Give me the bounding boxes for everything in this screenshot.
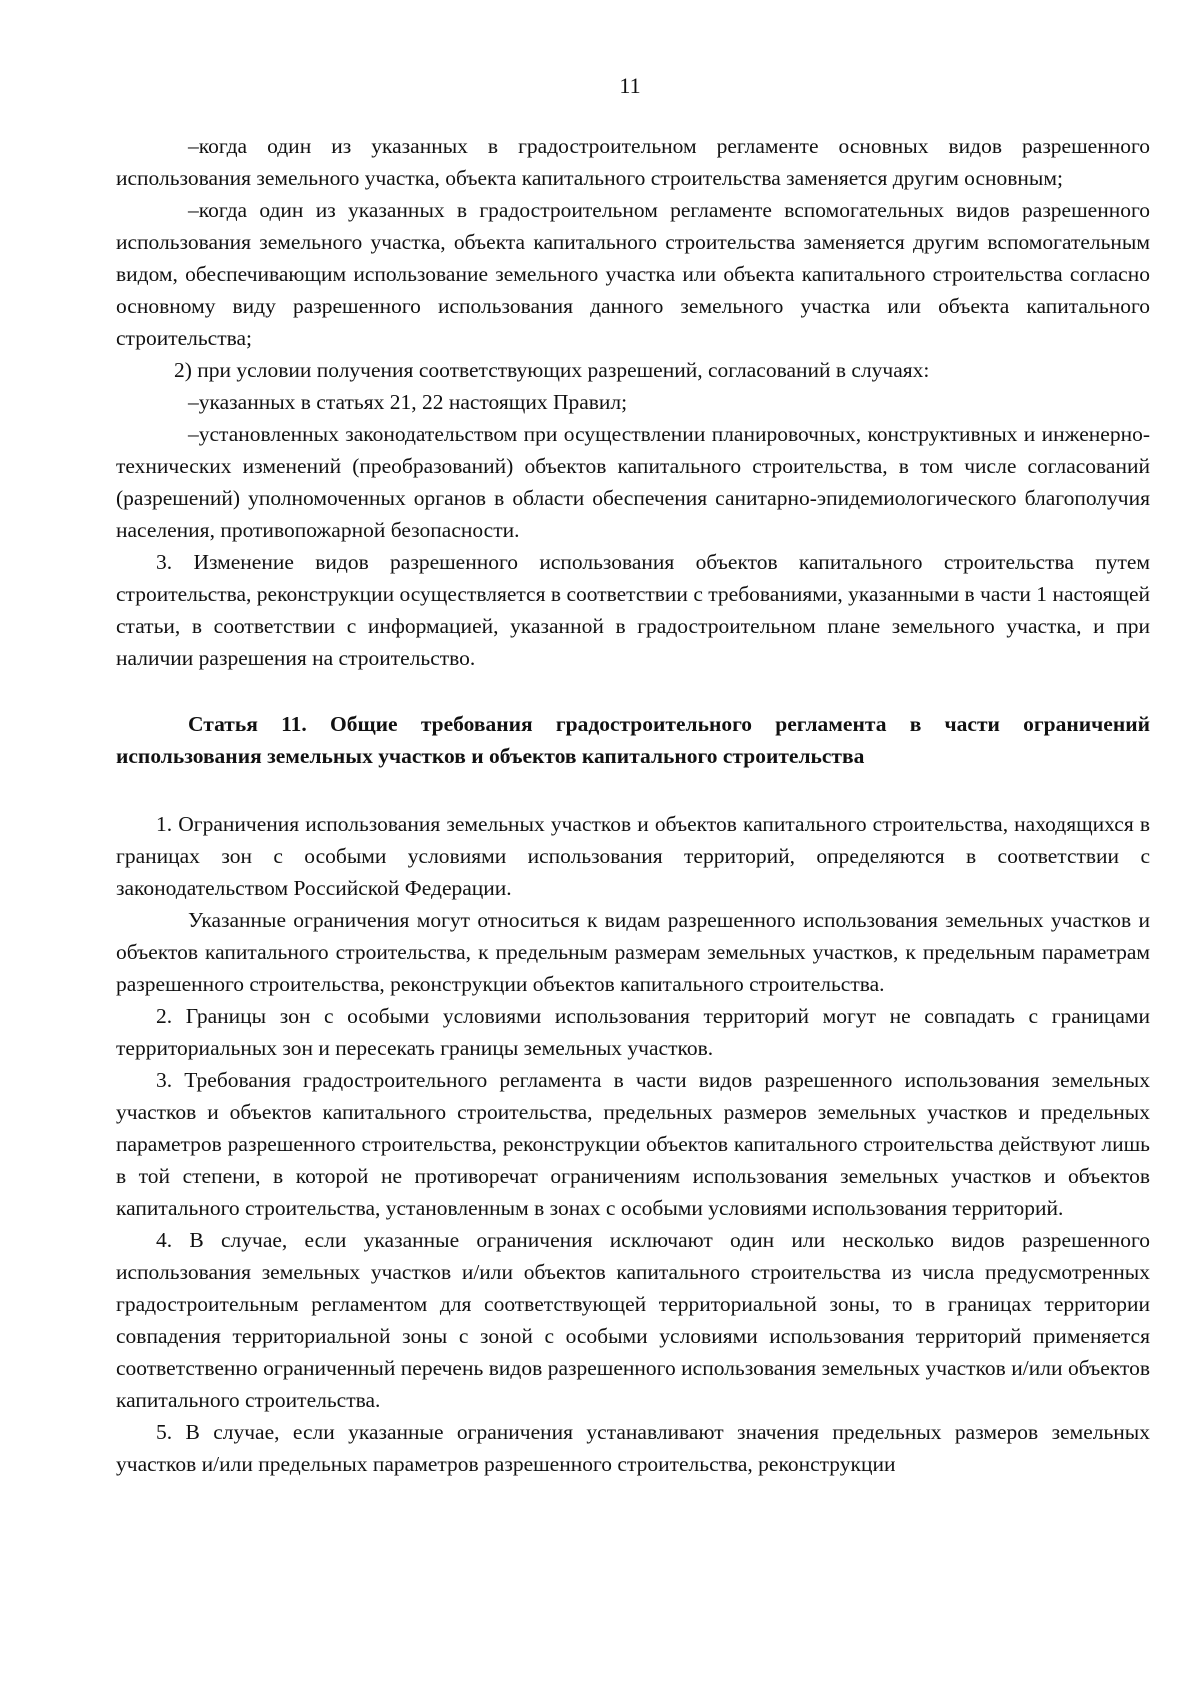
paragraph-item-2: 2) при условии получения соответствующих разрешений, согласований в случаях: [174,358,930,382]
paragraph-dash-articles: –указанных в статьях 21, 22 настоящих Правил; [188,390,628,414]
paragraph-dash-legislation: –установленных законодательством при осуществлении планировочных, конструктивных и инженерно-технических изменений (преобразований) объектов капитального строительства, в том числе согласований (разрешений) уполномоченных органов в области обеспечения санитарно-эпидемиологического благополучия населения, противопожарной безопасности. [116,422,1150,542]
paragraph-dash-auxiliary-types: –когда один из указанных в градостроительном регламенте вспомогательных видов разрешенного использования земельного участка, объекта капитального строительства заменяется другим вспомогательным видом, обеспечивающим использование земельного участка или объекта капитального строительства согласно основному виду разрешенного использования данного земельного участка или объекта капитального строительства; [116,198,1150,350]
paragraph-article-item-1: 1. Ограничения использования земельных участков и объектов капитального строительства, находящихся в границах зон с особыми условиями использования территорий, определяются в соответствии с законодательством Российской Федерации. [116,812,1150,900]
paragraph-article-item-4: 4. В случае, если указанные ограничения исключают один или несколько видов разрешенного использования земельных участков и/или объектов капитального строительства из числа предусмотренных градостроительным регламентом для соответствующей территориальной зоны, то в границах территории совпадения территориальной зоны с зоной с особыми условиями использования территорий применяется соответственно ограниченный перечень видов разрешенного использования земельных участков и/или объектов капитального строительства. [116,1228,1150,1412]
paragraph-restrictions-scope: Указанные ограничения могут относиться к видам разрешенного использования земельных участков и объектов капитального строительства, к предельным размерам земельных участков, к предельным параметрам разрешенного строительства, реконструкции объектов капитального строительства. [116,908,1150,996]
paragraph-dash-main-types: –когда один из указанных в градостроительном регламенте основных видов разрешенного использования земельного участка, объекта капитального строительства заменяется другим основным; [116,134,1150,190]
article-heading: Статья 11. Общие требования градостроительного регламента в части ограничений использования земельных участков и объектов капитального строительства [116,712,1150,768]
page-number: 11 [619,73,641,98]
document-body [116,130,1150,1480]
paragraph-article-item-2: 2. Границы зон с особыми условиями использования территорий могут не совпадать с границами территориальных зон и пересекать границы земельных участков. [116,1004,1150,1060]
paragraph-article-item-5: 5. В случае, если указанные ограничения устанавливают значения предельных размеров земельных участков и/или предельных параметров разрешенного строительства, реконструкции [116,1420,1150,1476]
paragraph-article-item-3: 3. Требования градостроительного регламента в части видов разрешенного использования земельных участков и объектов капитального строительства, предельных размеров земельных участков и предельных параметров разрешенного строительства, реконструкции объектов капитального строительства действуют лишь в той степени, в которой не противоречат ограничениям использования земельных участков и объектов капитального строительства, установленным в зонах с особыми условиями использования территорий. [116,1068,1150,1220]
paragraph-item-3: 3. Изменение видов разрешенного использования объектов капитального строительства путем строительства, реконструкции осуществляется в соответствии с требованиями, указанными в части 1 настоящей статьи, в соответствии с информацией, указанной в градостроительном плане земельного участка, и при наличии разрешения на строительство. [116,550,1150,670]
